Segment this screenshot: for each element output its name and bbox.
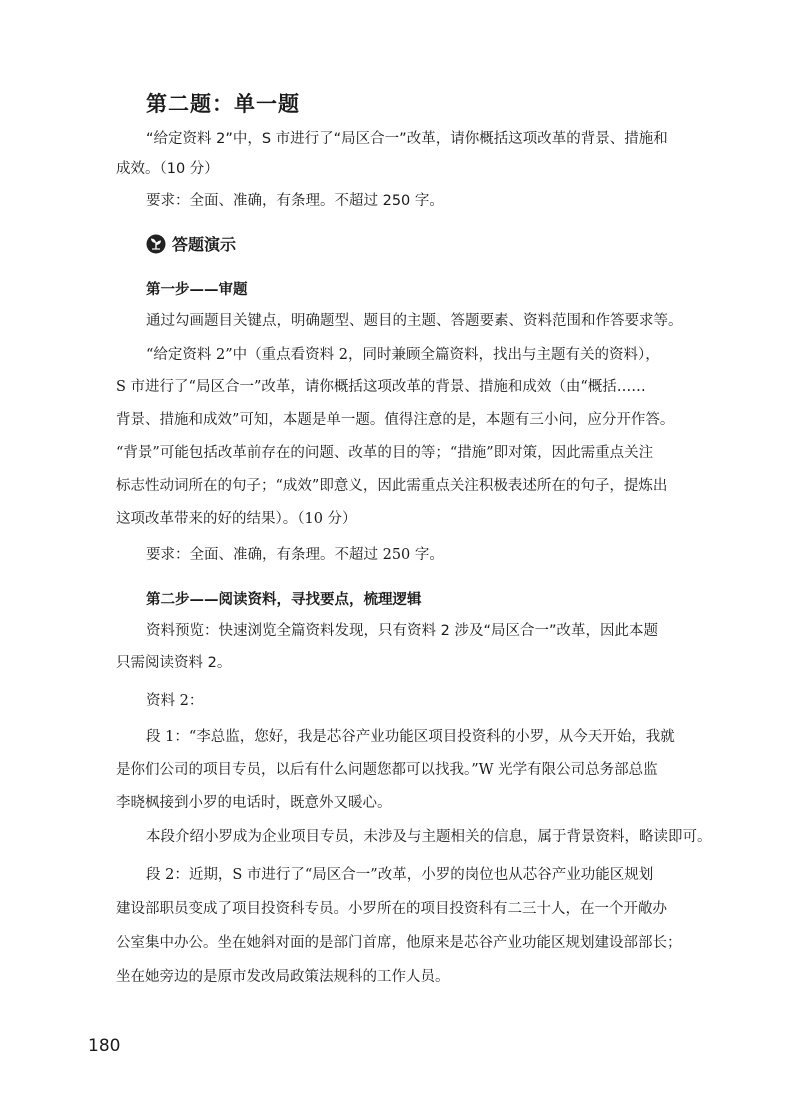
demo-heading-text: 答题演示 [172, 235, 237, 254]
para1-note: 本段介绍小罗成为企业项目专员，未涉及与主题相关的信息，属于背景资料，略读即可。 [146, 829, 712, 845]
step1-requirement: 要求：全面、准确，有条理。不超过 250 字。 [146, 547, 444, 563]
step1-line-3: S 市进行了“局区合一”改革，请你概括这项改革的背景、措施和成效（由“概括…… [116, 379, 646, 395]
step2-title: 第二步——阅读资料，寻找要点，梳理逻辑 [146, 592, 422, 608]
question-prompt-line-1: “给定资料 2”中，S 市进行了“局区合一”改革，请你概括这项改革的背景、措施和 [146, 131, 668, 147]
step1-line-7: 这项改革带来的好的结果）。（10 分） [116, 511, 357, 527]
para2-line-1: 段 2：近期，S 市进行了“局区合一”改革，小罗的岗位也从芯谷产业功能区规划 [146, 867, 654, 883]
para1-line-3: 李晓枫接到小罗的电话时，既意外又暖心。 [116, 795, 392, 811]
para2-line-2: 建设部职员变成了项目投资科专员。小罗所在的项目投资科有二三十人，在一个开敞办 [116, 901, 667, 917]
step1-line-2: “给定资料 2”中（重点看资料 2，同时兼顾全篇资料，找出与主题有关的资料）， [146, 347, 660, 363]
material-label: 资料 2： [146, 693, 204, 709]
leaf-icon [146, 234, 166, 254]
step1-line-6: 标志性动词所在的句子；“成效”即意义，因此需重点关注积极表述所在的句子，提炼出 [116, 478, 668, 494]
question-requirement: 要求：全面、准确，有条理。不超过 250 字。 [146, 193, 444, 209]
step1-line-4: 背景、措施和成效”可知，本题是单一题。值得注意的是，本题有三小问，应分开作答。 [116, 412, 675, 428]
step2-preview-line-1: 资料预览：快速浏览全篇资料发现，只有资料 2 涉及“局区合一”改革，因此本题 [146, 623, 658, 639]
step1-title: 第一步——审题 [146, 282, 248, 298]
para1-line-1: 段 1：“李总监，您好，我是芯谷产业功能区项目投资科的小罗，从今天开始，我就 [146, 729, 675, 745]
demo-heading [146, 232, 236, 255]
para2-line-4: 坐在她旁边的是原市发改局政策法规科的工作人员。 [116, 969, 450, 985]
para1-line-2: 是你们公司的项目专员，以后有什么问题您都可以找我。”W 光学有限公司总务部总监 [116, 762, 658, 778]
question-title: 第二题：单一题 [146, 92, 300, 116]
question-prompt-line-2: 成效。（10 分） [116, 161, 219, 177]
step2-preview-line-2: 只需阅读资料 2。 [116, 655, 232, 671]
step1-line-1: 通过勾画题目关键点，明确题型、题目的主题、答题要素、资料范围和作答要求等。 [146, 313, 683, 329]
step1-line-5: “背景”可能包括改革前存在的问题、改革的目的等；“措施”即对策，因此需重点关注 [116, 445, 654, 461]
para2-line-3: 公室集中办公。坐在她斜对面的是部门首席，他原来是芯谷产业功能区规划建设部部长； [116, 935, 682, 951]
page-number: 180 [88, 1036, 121, 1056]
